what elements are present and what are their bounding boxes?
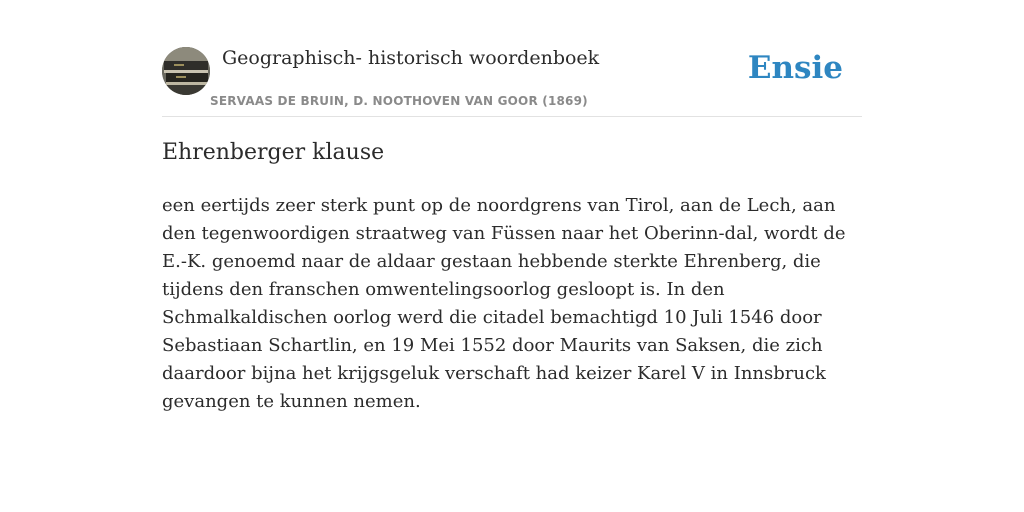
entry-title: Ehrenberger klause xyxy=(162,140,385,165)
source-header xyxy=(162,44,862,117)
entry-body: een eertijds zeer sterk punt op de noordgrens van Tirol, aan de Lech, aan den tegenwoordigen straatweg van Füssen naar het Oberinn-dal, wordt de E.-K. genoemd naar de aldaar gestaan hebbende sterkte Ehrenberg, die tijdens den franschen omwentelingsoorlog gesloopt is. In den Schmalkaldischen oorlog werd die citadel bemachtigd 10 Juli 1546 door Sebastiaan Schartlin, en 19 Mei 1552 door Maurits van Saksen, die zich daardoor bijna het krijgsgeluk verschaft had keizer Karel V in Innsbruck gevangen te kunnen nemen. xyxy=(162,195,846,412)
ensie-logo[interactable]: Ensie xyxy=(747,50,843,86)
book-author: SERVAAS DE BRUIN, D. NOOTHOVEN VAN GOOR (1869) xyxy=(210,94,588,108)
book-title[interactable]: Geographisch- historisch woordenboek xyxy=(222,47,600,69)
book-avatar-icon[interactable] xyxy=(162,47,210,95)
